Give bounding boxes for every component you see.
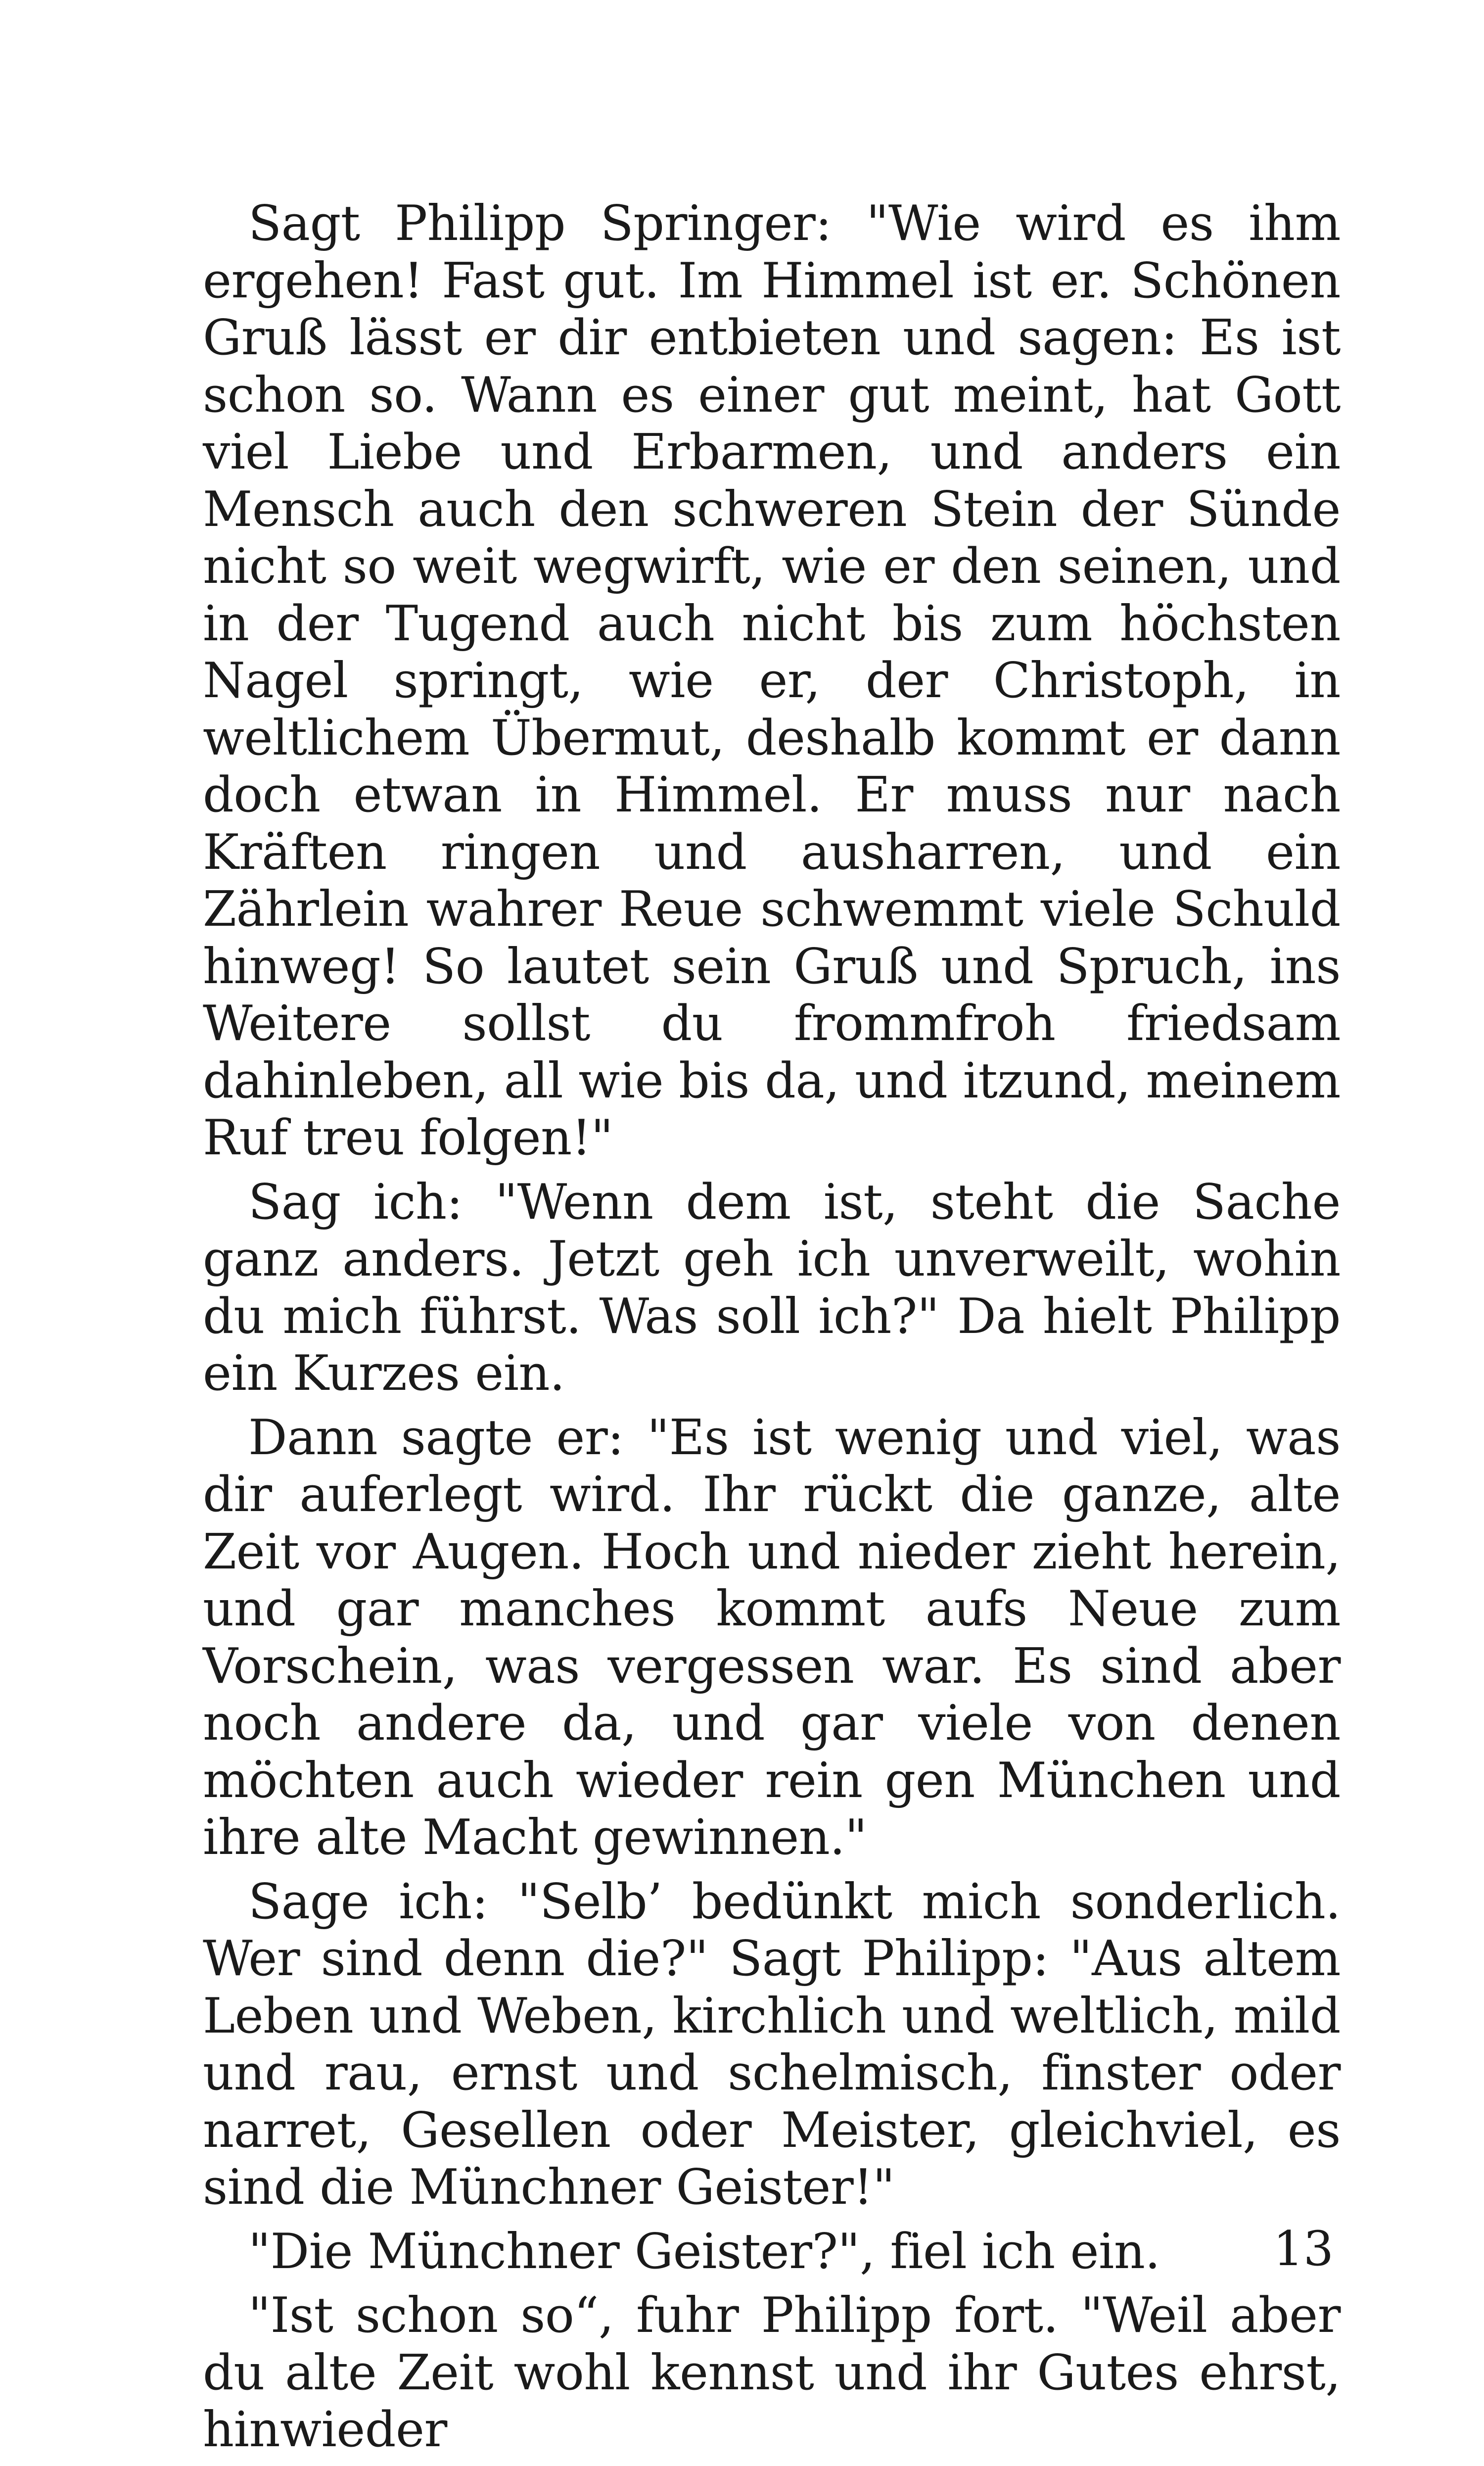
page-number: 13 [1273,2221,1334,2276]
paragraph-1: Sagt Philipp Springer: "Wie wird es ihm ergehen! Fast gut. Im Himmel ist er. Schönen Gruß lässt er dir entbieten und sagen: Es ist schon so. Wann es einer gut meint, hat Gott viel Liebe und Erbarmen, und anders ein Mensch auch den schweren Stein der Sünde nicht so weit wegwirft, wie er den seinen, und in der Tugend auch nicht bis zum höchsten Nagel springt, wie er, der Christoph, in weltlichem Übermut, deshalb kommt er dann doch etwan in Himmel. Er muss nur nach Kräften ringen und ausharren, und ein Zährlein wahrer Reue schwemmt viele Schuld hinweg! So lautet sein Gruß und Spruch, ins Weitere sollst du frommfroh friedsam dahinleben, all wie bis da, und itzund, meinem Ruf treu folgen!" [203,195,1341,1166]
paragraph-6: "Ist schon so“, fuhr Philipp fort. "Weil aber du alte Zeit wohl kennst und ihr Gutes ehrst, hinwieder [203,2287,1341,2458]
paragraph-3: Dann sagte er: "Es ist wenig und viel, was dir auferlegt wird. Ihr rückt die ganze, alte Zeit vor Augen. Hoch und nieder zieht herein, und gar manches kommt aufs Neue zum Vorschein, was vergessen war. Es sind aber noch andere da, und gar viele von denen möchten auch wieder rein gen München und ihre alte Macht gewinnen." [203,1409,1341,1866]
paragraph-5: "Die Münchner Geister?", fiel ich ein. [248,2223,1160,2280]
paragraph-4: Sage ich: "Selb’ bedünkt mich sonderlich. Wer sind denn die?" Sagt Philipp: "Aus altem Leben und Weben, kirchlich und weltlich, mild und rau, ernst und schelmisch, finster oder narret, Gesellen oder Meister, gleichviel, es sind die Münchner Geister!" [203,1873,1341,2216]
paragraph-2: Sag ich: "Wenn dem ist, steht die Sache ganz anders. Jetzt geh ich unverweilt, wohin du mich führst. Was soll ich?" Da hielt Philipp ein Kurzes ein. [203,1174,1341,1402]
body-text [203,195,1341,2466]
